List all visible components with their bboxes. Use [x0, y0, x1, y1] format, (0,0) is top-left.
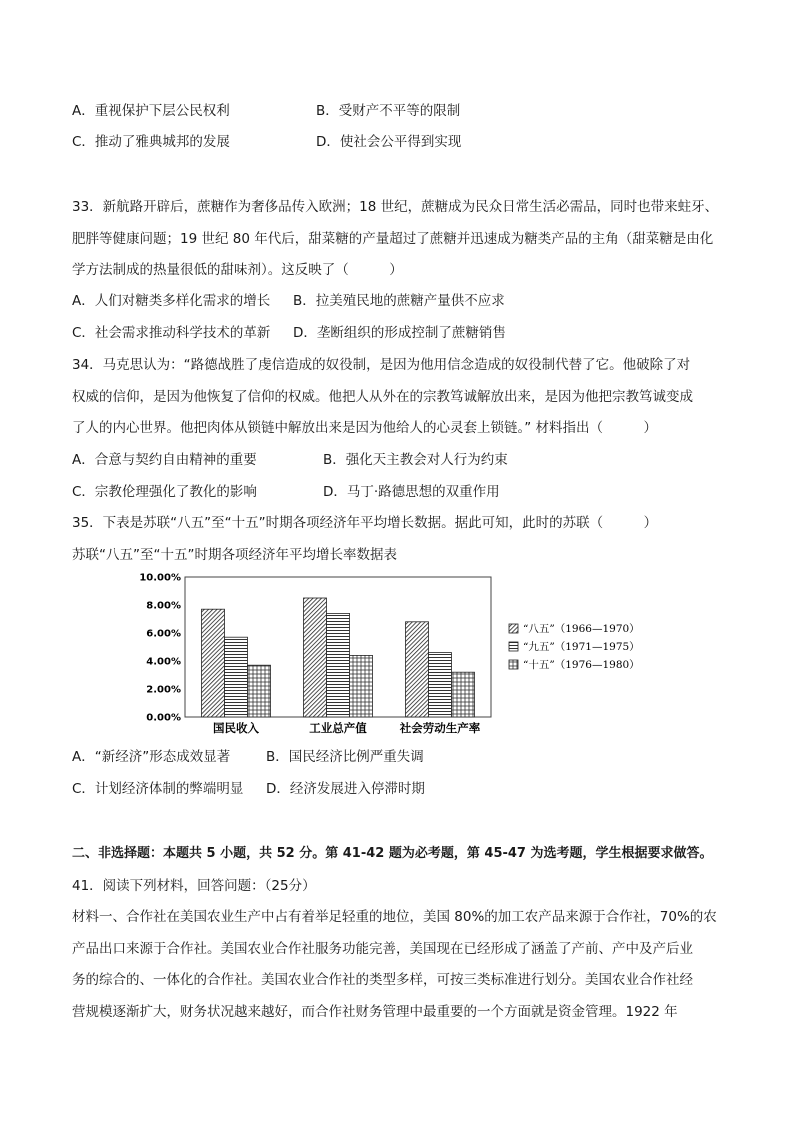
q34-option-c: C．宗教伦理强化了教化的影响 [72, 484, 257, 500]
bar [304, 598, 327, 717]
legend-swatch [509, 624, 518, 633]
q35-option-a: A．“新经济”形态成效显著 [72, 749, 231, 765]
q32-option-c: C．推动了雅典城邦的发展 [72, 134, 230, 150]
x-category-label: 工业总产值 [309, 721, 367, 735]
q35-stem: 35．下表是苏联“八五”至“十五”时期各项经济年平均增长数据。据此可知，此时的苏联（ ） [72, 515, 658, 531]
legend-swatch [509, 642, 518, 651]
legend-label: “九五”（1971—1975） [523, 641, 640, 653]
bar [350, 655, 373, 717]
section-2-header: 二、非选择题：本题共 5 小题，共 52 分。第 41-42 题为必考题，第 45-47 为选考题，学生根据要求做答。 [72, 846, 713, 861]
q41-material-line-3: 务的综合的、一体化的合作社。美国农业合作社的类型多样，可按三类标准进行划分。美国农业合作社经 [72, 972, 693, 988]
y-tick-label: 6.00% [146, 628, 181, 640]
bar [406, 622, 429, 717]
q33-option-d: D．垄断组织的形成控制了蔗糖销售 [293, 325, 506, 341]
q33-stem-line-2: 肥胖等健康问题；19 世纪 80 年代后，甜菜糖的产量超过了蔗糖并迅速成为糖类产品的主角（甜菜糖是由化 [72, 231, 714, 247]
bar [202, 609, 225, 717]
q33-stem-line-3: 学方法制成的热量很低的甜味剂）。这反映了（ ） [72, 262, 403, 278]
y-tick-label: 10.00% [139, 572, 181, 584]
bar [225, 637, 248, 717]
q41-title: 41．阅读下列材料，回答问题：（25分） [72, 878, 316, 894]
q34-stem-line-1: 34．马克思认为：“路德战胜了虔信造成的奴役制，是因为他用信念造成的奴役制代替了它。他破除了对 [72, 357, 691, 373]
q34-option-d: D．马丁·路德思想的双重作用 [323, 484, 500, 500]
q41-material-line-1: 材料一、合作社在美国农业生产中占有着举足轻重的地位，美国 80%的加工农产品来源于合作社，70%的农 [72, 909, 717, 925]
bar [248, 665, 271, 717]
q35-table-title: 苏联“八五”至“十五”时期各项经济年平均增长率数据表 [72, 547, 397, 563]
q34-option-a: A．合意与契约自由精神的重要 [72, 452, 257, 468]
y-tick-label: 2.00% [146, 684, 181, 696]
q34-option-b: B．强化天主教会对人行为约束 [323, 452, 508, 468]
q41-material-line-2: 产品出口来源于合作社。美国农业合作社服务功能完善，美国现在已经形成了涵盖了产前、产中及产后业 [72, 941, 693, 957]
q33-option-c: C．社会需求推动科学技术的革新 [72, 325, 271, 341]
q33-option-b: B．拉美殖民地的蔗糖产量供不应求 [293, 293, 505, 309]
growth-bar-chart [135, 572, 655, 742]
bar [429, 653, 452, 717]
q34-stem-line-2: 权威的信仰，是因为他恢复了信仰的权威。他把人从外在的宗教笃诚解放出来，是因为他把宗教笃诚变成 [72, 389, 693, 405]
q33-option-a: A．人们对糖类多样化需求的增长 [72, 293, 271, 309]
x-category-label: 社会劳动生产率 [399, 721, 481, 735]
y-tick-label: 4.00% [146, 656, 181, 668]
bar [327, 613, 350, 717]
legend-swatch [509, 660, 518, 669]
q32-option-d: D．使社会公平得到实现 [316, 134, 462, 150]
legend-label: “十五”（1976—1980） [523, 659, 640, 671]
q35-option-c: C．计划经济体制的弊端明显 [72, 781, 244, 797]
y-tick-label: 0.00% [146, 712, 181, 724]
x-category-label: 国民收入 [213, 721, 259, 735]
q32-option-a: A．重视保护下层公民权利 [72, 103, 230, 119]
legend-label: “八五”（1966—1970） [523, 623, 640, 635]
q41-material-line-4: 营规模逐渐扩大，财务状况越来越好，而合作社财务管理中最重要的一个方面就是资金管理。1922 年 [72, 1004, 678, 1020]
y-tick-label: 8.00% [146, 600, 181, 612]
q34-stem-line-3: 了人的内心世界。他把肉体从锁链中解放出来是因为他给人的心灵套上锁链。” 材料指出（ ） [72, 420, 658, 436]
q35-option-b: B．国民经济比例严重失调 [266, 749, 424, 765]
q35-option-d: D．经济发展进入停滞时期 [266, 781, 425, 797]
bar [452, 672, 475, 717]
q32-option-b: B．受财产不平等的限制 [316, 103, 461, 119]
q33-stem-line-1: 33．新航路开辟后，蔗糖作为奢侈品传入欧洲；18 世纪，蔗糖成为民众日常生活必需品，同时也带来蛀牙、 [72, 199, 719, 215]
